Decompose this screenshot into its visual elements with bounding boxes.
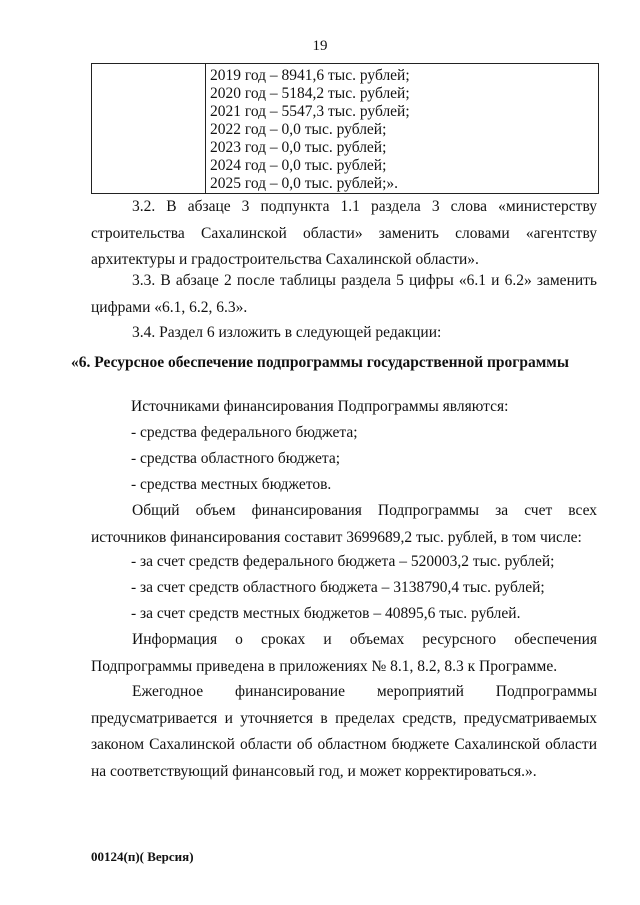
- table-row: [92, 64, 599, 194]
- source-item: - средства местных бюджетов.: [131, 476, 332, 493]
- paragraph-3-4: 3.4. Раздел 6 изложить в следующей редакции:: [132, 324, 442, 341]
- sources-intro: Источниками финансирования Подпрограммы являются:: [131, 398, 509, 415]
- table-cell-years: [206, 64, 599, 194]
- breakdown-item: - за счет средств областного бюджета – 3138790,4 тыс. рублей;: [131, 579, 545, 596]
- document-code: 00124(п)( Версия): [91, 849, 194, 864]
- breakdown-item: - за счет средств местных бюджетов – 40895,6 тыс. рублей.: [131, 605, 521, 622]
- funding-table: [91, 63, 599, 194]
- source-item: - средства федерального бюджета;: [131, 424, 358, 441]
- paragraph-3-2: 3.2. В абзаце 3 подпункта 1.1 раздела 3 слова «министерству строительства Сахалинской области» заменить словами «агентству архитектуры и градостроительства Сахалинской области».: [91, 198, 597, 268]
- table-cell-empty: [92, 64, 206, 194]
- paragraph-3-3: 3.3. В абзаце 2 после таблицы раздела 5 цифры «6.1 и 6.2» заменить цифрами «6.1, 6.2, 6.3».: [91, 272, 597, 316]
- page-number: 19: [312, 38, 328, 54]
- year-line: 2020 год – 5184,2 тыс. рублей;: [210, 85, 410, 102]
- info-paragraph: Информация о сроках и объемах ресурсного обеспечения Подпрограммы приведена в приложениях № 8.1, 8.2, 8.3 к Программе.: [91, 631, 597, 675]
- year-line: 2023 год – 0,0 тыс. рублей;: [210, 139, 387, 156]
- annual-financing-paragraph: Ежегодное финансирование мероприятий Подпрограммы предусматривается и уточняется в пределах средств, предусматриваемых законом Сахалинской области об областном бюджете Сахалинской области на соответствующий финансовый год, и может корректироваться.».: [91, 683, 597, 780]
- year-line: 2019 год – 8941,6 тыс. рублей;: [210, 67, 410, 84]
- source-item: - средства областного бюджета;: [131, 450, 341, 467]
- total-funding-paragraph: Общий объем финансирования Подпрограммы за счет всех источников финансирования составит 3699689,2 тыс. рублей, в том числе:: [91, 502, 597, 546]
- year-line: 2025 год – 0,0 тыс. рублей;».: [210, 175, 399, 192]
- year-line: 2024 год – 0,0 тыс. рублей;: [210, 157, 387, 174]
- section-heading: «6. Ресурсное обеспечение подпрограммы государственной программы: [71, 354, 569, 371]
- year-line: 2022 год – 0,0 тыс. рублей;: [210, 121, 387, 138]
- breakdown-item: - за счет средств федерального бюджета – 520003,2 тыс. рублей;: [131, 553, 555, 570]
- year-line: 2021 год – 5547,3 тыс. рублей;: [210, 103, 410, 120]
